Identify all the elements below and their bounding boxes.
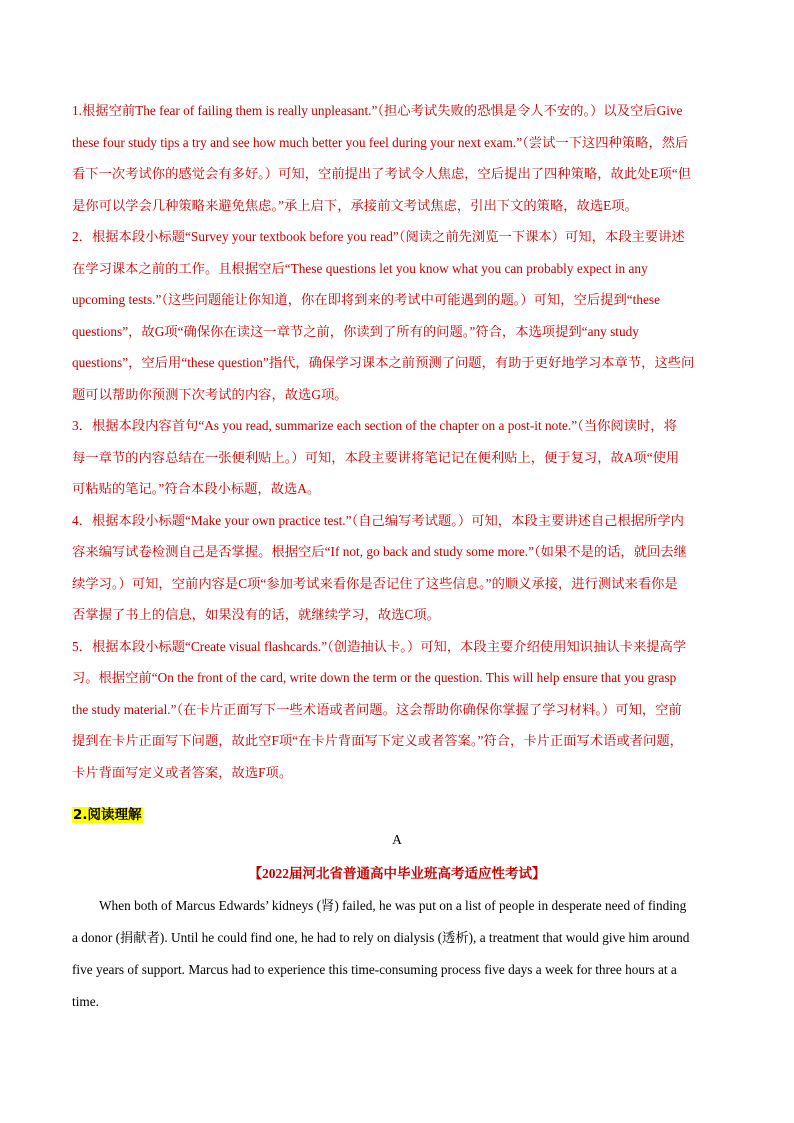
explanation-line: 可粘贴的笔记。”符合本段小标题，故选A。 (72, 481, 321, 496)
passage-line: five years of support. Marcus had to experience this time-consuming process five days a week for three hours at a (72, 962, 677, 977)
explanation-line: 3．根据本段内容首句“As you read, summarize each section of the chapter on a post-it note.”（当你阅读时，将 (72, 418, 677, 433)
reading-passage (72, 890, 732, 1018)
explanation-line: 否掌握了书上的信息，如果没有的话，就继续学习，故选C项。 (72, 607, 440, 622)
passage-line: When both of Marcus Edwards’ kidneys (肾) failed, he was put on a list of people in desperate need of finding (99, 898, 687, 913)
explanation-line: upcoming tests.”（这些问题能让你知道，你在即将到来的考试中可能遇到的题。）可知，空后提到“these (72, 292, 660, 307)
explanation-line: 5．根据本段小标题“Create visual flashcards.”（创造抽认卡。）可知，本段主要介绍使用知识抽认卡来提高学 (72, 638, 687, 654)
explanation-line: 4．根据本段小标题“Make your own practice test.”（自己编写考试题。）可知，本段主要讲述自己根据所学内 (72, 512, 684, 528)
section-heading-text: 2.阅读理解 (73, 807, 142, 823)
passage-label: A (392, 832, 402, 847)
explanation-line: 续学习。）可知，空前内容是C项“参加考试来看你是否记住了这些信息。”的顺义承接，进行测试来看你是 (72, 575, 678, 591)
explanation-line: the study material.”（在卡片正面写下一些术语或者问题。这会帮助你确保你掌握了学习材料。）可知，空前 (72, 701, 682, 717)
section-heading (72, 803, 143, 824)
passage-line: time. (72, 994, 99, 1009)
explanation-line: 习。根据空前“On the front of the card, write down the term or the question. This will help ensure that you grasp (72, 670, 677, 685)
explanation-line: questions”，故G项“确保你在读这一章节之前，你读到了所有的问题。”符合，本选项提到“any study (72, 323, 639, 339)
explanation-line: these four study tips a try and see how much better you feel during your next exam.”（尝试一下这四种策略，然后 (72, 134, 689, 150)
explanation-line: 卡片背面写定义或者答案，故选F项。 (72, 764, 293, 780)
explanation-line: 提到在卡片正面写下问题，故此空F项“在卡片背面写下定义或者答案。”符合，卡片正面写术语或者问题， (72, 733, 683, 748)
explanation-line: 1.根据空前The fear of failing them is really unpleasant.”（担心考试失败的恐惧是令人不安的。）以及空后Give (72, 103, 683, 118)
passage-line: a donor (捐献者). Until he could find one, he had to rely on dialysis (透析), a treatment that would give him around (72, 930, 690, 945)
explanation-line: 题可以帮助你预测下次考试的内容，故选G项。 (72, 386, 348, 402)
explanation-line: 容来编写试卷检测自己是否掌握。根据空后“If not, go back and study some more.”（如果不是的话，就回去继 (72, 544, 687, 559)
explanation-line: 在学习课本之前的工作。且根据空后“These questions let you know what you can probably expect in any (72, 260, 648, 276)
answer-explanations (72, 95, 722, 788)
explanation-line: 是你可以学会几种策略来避免焦虑。”承上启下，承接前文考试焦虑，引出下文的策略，故选E项。 (72, 197, 638, 213)
explanation-line: 每一章节的内容总结在一张便利贴上。）可知，本段主要讲将笔记记在便利贴上，便于复习，故A项“使用 (72, 449, 680, 465)
explanation-line: questions”，空后用“these question”指代，确保学习课本之前预测了问题，有助于更好地学习本章节，这些问 (72, 355, 695, 370)
explanation-line: 2．根据本段小标题“Survey your textbook before you read”（阅读之前先浏览一下课本）可知，本段主要讲述 (72, 229, 685, 244)
explanation-line: 看下一次考试你的感觉会有多好。）可知，空前提出了考试令人焦虑，空后提出了四种策略，故此处E项“但 (72, 166, 692, 181)
exam-source: 【2022届河北省普通高中毕业班高考适应性考试】 (248, 866, 546, 881)
